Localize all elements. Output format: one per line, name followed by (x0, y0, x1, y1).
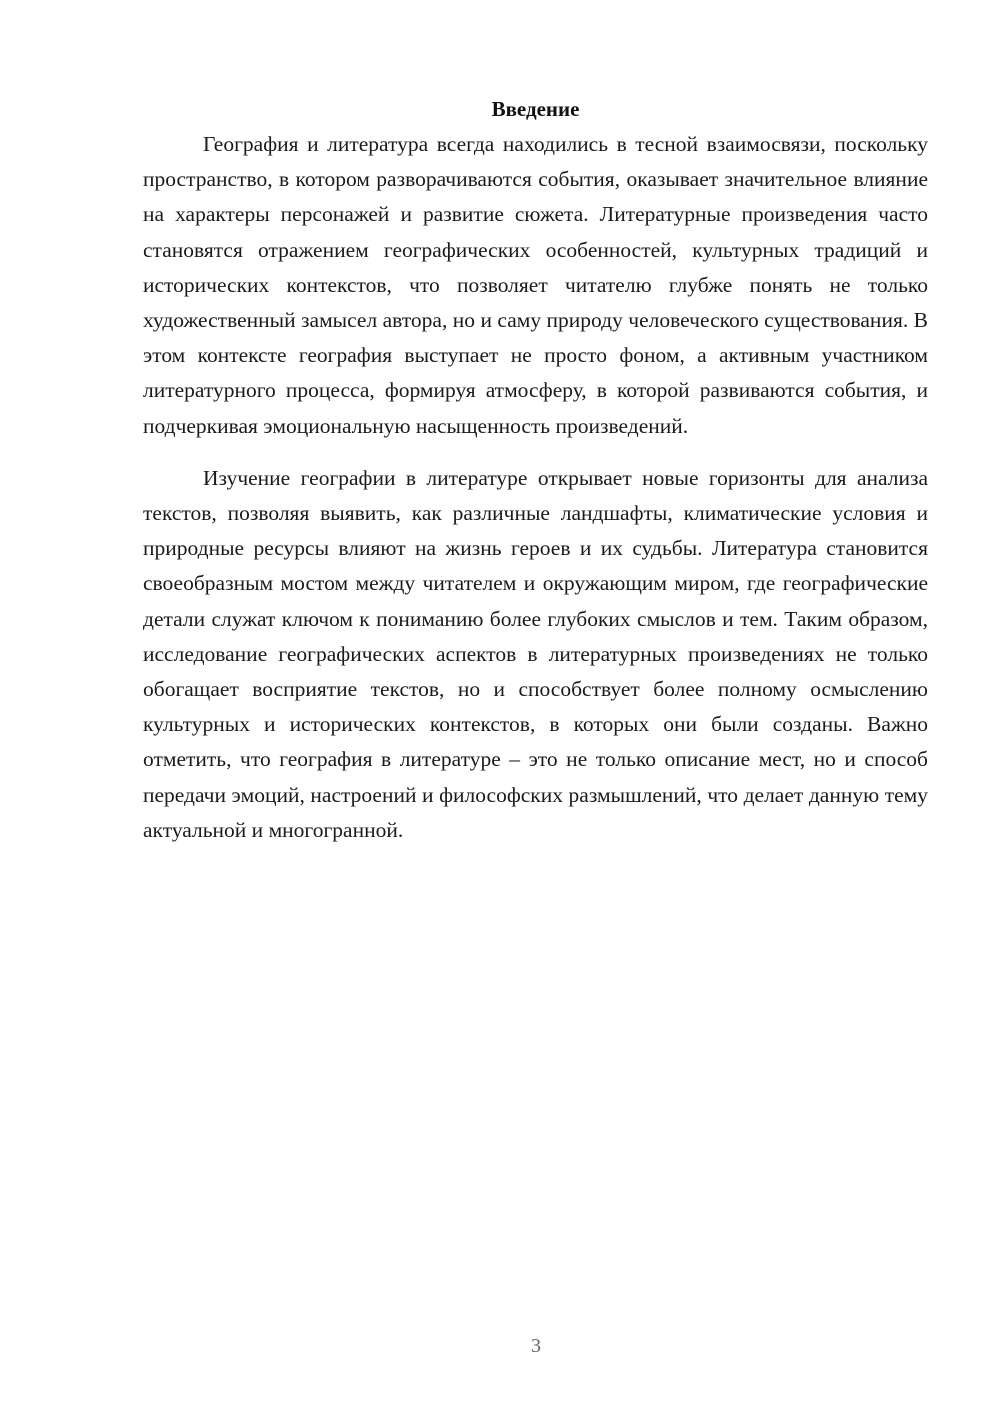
page-content (143, 92, 928, 848)
paragraph-1: География и литература всегда находились в тесной взаимосвязи, поскольку пространство, в котором разворачиваются события, оказывает значительное влияние на характеры персонажей и развитие сюжета. Литературные произведения часто становятся отражением географических особенностей, культурных традиций и исторических контекстов, что позволяет читателю глубже понять не только художественный замысел автора, но и саму природу человеческого существования. В этом контексте география выступает не просто фоном, а активным участником литературного процесса, формируя атмосферу, в которой развиваются события, и подчеркивая эмоциональную насыщенность произведений. (143, 132, 928, 438)
section-title: Введение (491, 97, 580, 121)
paragraph-2: Изучение географии в литературе открывает новые горизонты для анализа текстов, позволяя выявить, как различные ландшафты, климатические условия и природные ресурсы влияют на жизнь героев и их судьбы. Литература становится своеобразным мостом между читателем и окружающим миром, где географические детали служат ключом к пониманию более глубоких смыслов и тем. Таким образом, исследование географических аспектов в литературных произведениях не только обогащает восприятие текстов, но и способствует более полному осмыслению культурных и исторических контекстов, в которых они были созданы. Важно отметить, что география в литературе – это не только описание мест, но и способ передачи эмоций, настроений и философских размышлений, что делает данную тему актуальной и многогранной. (143, 465, 928, 842)
page-number: 3 (531, 1335, 541, 1357)
